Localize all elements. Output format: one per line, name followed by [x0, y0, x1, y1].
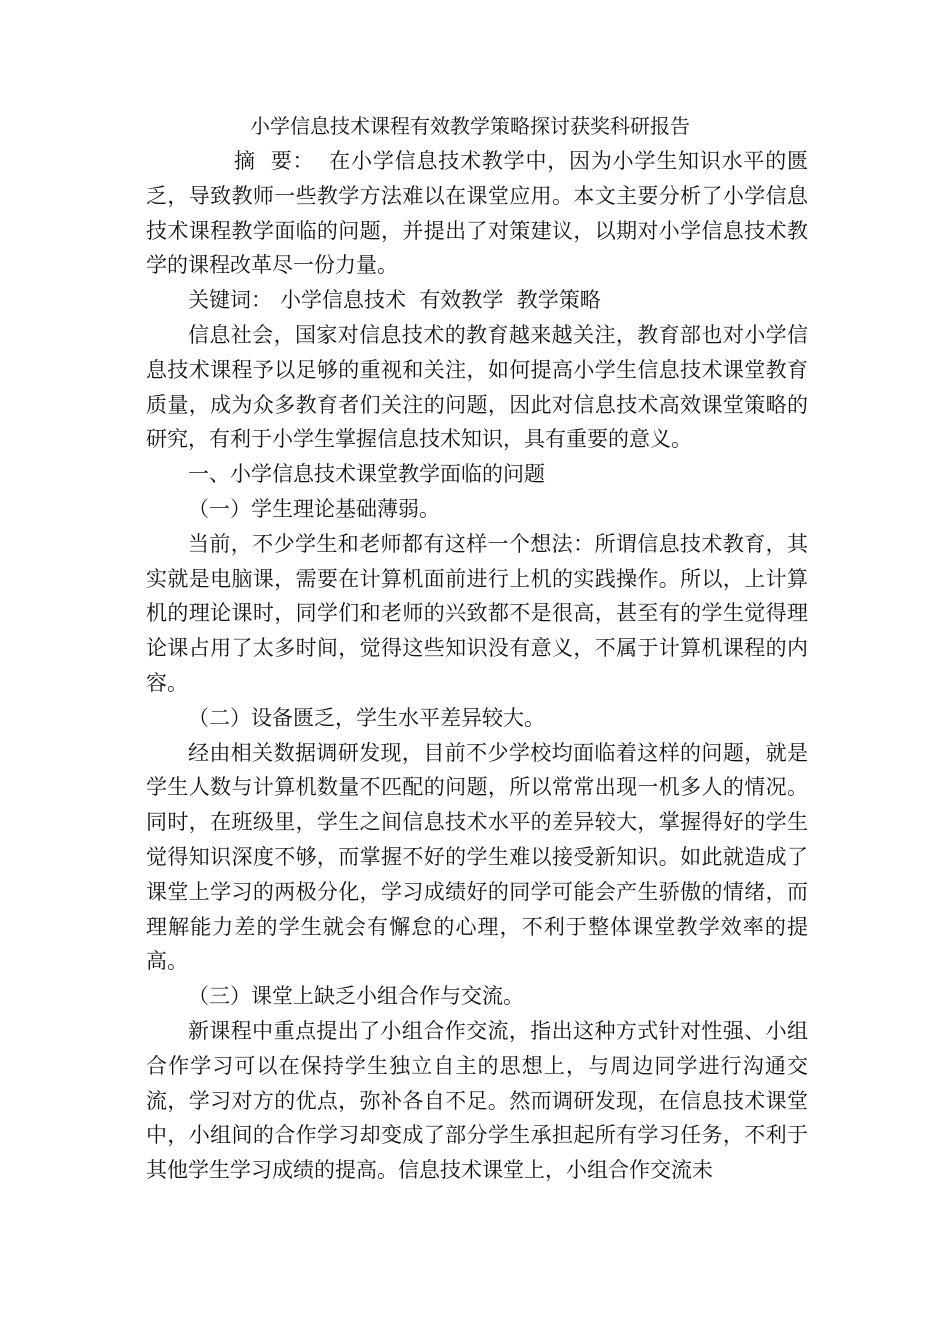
keywords-label: 关键词： [188, 288, 272, 313]
subsection-paragraph-1: 当前，不少学生和老师都有这样一个想法：所谓信息技术教育，其实就是电脑课，需要在计算机面前进行上机的实践操作。所以，上计算机的理论课时，同学们和老师的兴致都不是很高，甚至有的学生觉得理论课占用了太多时间，觉得这些知识没有意义，不属于计算机课程的内容。 [146, 531, 808, 695]
abstract-paragraph [146, 144, 808, 283]
subsection-heading-2: （二）设备匮乏，学生水平差异较大。 [188, 705, 545, 730]
section-heading-1: 一、小学信息技术课堂教学面临的问题 [188, 462, 545, 487]
abstract-text: 在小学信息技术教学中，因为小学生知识水平的匮乏，导致教师一些教学方法难以在课堂应用。本文主要分析了小学信息技术课程教学面临的问题，并提出了对策建议，以期对小学信息技术教学的课程改革尽一份力量。 [146, 149, 809, 278]
subsection-paragraph-2: 经由相关数据调研发现，目前不少学校均面临着这样的问题，就是学生人数与计算机数量不匹配的问题，所以常常出现一机多人的情况。同时，在班级里，学生之间信息技术水平的差异较大，掌握得好的学生觉得知识深度不够，而掌握不好的学生难以接受新知识。如此就造成了课堂上学习的两极分化，学习成绩好的同学可能会产生骄傲的情绪，而理解能力差的学生就会有懈怠的心理，不利于整体课堂教学效率的提高。 [146, 740, 808, 974]
document-title: 小学信息技术课程有效教学策略探讨获奖科研报告 [250, 114, 690, 138]
subsection-heading-3: （三）课堂上缺乏小组合作与交流。 [188, 984, 524, 1009]
keywords-list: 小学信息技术 有效教学 教学策略 [280, 288, 601, 313]
subsection-heading-1: （一）学生理论基础薄弱。 [188, 496, 440, 521]
keywords-paragraph [146, 283, 808, 318]
abstract-label: 摘 要： [234, 149, 315, 173]
document-body [146, 108, 808, 1188]
intro-paragraph: 信息社会，国家对信息技术的教育越来越关注，教育部也对小学信息技术课程予以足够的重视和关注，如何提高小学生信息技术课堂教育质量，成为众多教育者们关注的问题，因此对信息技术高效课堂策略的研究，有利于小学生掌握信息技术知识，具有重要的意义。 [146, 322, 808, 452]
subsection-paragraph-3: 新课程中重点提出了小组合作交流，指出这种方式针对性强、小组合作学习可以在保持学生独立自主的思想上，与周边同学进行沟通交流，学习对方的优点，弥补各自不足。然而调研发现，在信息技术课堂中，小组间的合作学习却变成了部分学生承担起所有学习任务，不利于其他学生学习成绩的提高。信息技术课堂上，小组合作交流未 [146, 1018, 808, 1183]
